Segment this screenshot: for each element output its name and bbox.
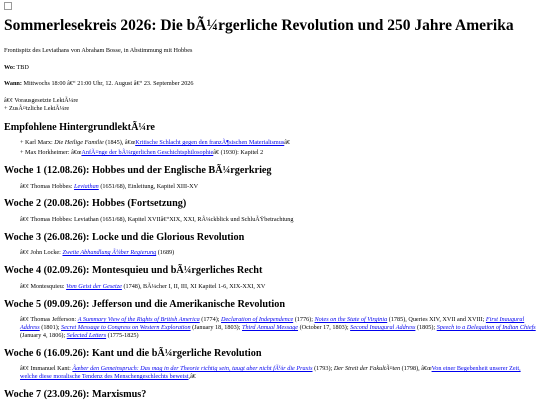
week-reading-list xyxy=(4,283,536,291)
list-item: â€¢ Montesquieu: Vom Geist der Gesetze (1748), BÃ¼cher I, II, III, XI Kapitel 1-6, XIX-XXI, XV xyxy=(20,282,266,290)
week-heading: Woche 7 (23.09.26): Marxismus? xyxy=(4,388,147,400)
page-title: Sommerlesekreis 2026: Die bÃ¼rgerliche Revolution und 250 Jahre Amerika xyxy=(4,17,514,34)
reading-link[interactable]: Secret Message to Congress on Western Exploration xyxy=(61,324,191,332)
reading-legend xyxy=(4,97,536,113)
reading-link[interactable]: Second Inaugural Address xyxy=(350,324,416,332)
reading-link[interactable]: A Summary View of the Rights of British America xyxy=(77,316,200,324)
schedule-value: Mittwochs 18:00 â€“ 21:00 Uhr, 12. August â€“ 23. September 2026 xyxy=(23,80,194,88)
schedule-label: Wann: xyxy=(4,80,22,88)
week-reading-list xyxy=(4,249,536,257)
image-caption: Frontispitz des Leviathans von Abraham Bosse, in Abstimmung mit Hobbes xyxy=(4,46,193,54)
location-line xyxy=(4,64,536,72)
legend-prerequisite: â€¢ Vorausgesetzte LektÃ¼re xyxy=(4,97,79,105)
week-reading-list xyxy=(4,365,536,381)
location-value: TBD xyxy=(16,63,29,71)
legend-additional: + ZusÃ¤tzliche LektÃ¼re xyxy=(4,104,70,112)
week-reading-list xyxy=(4,316,536,339)
reading-link[interactable]: Ãœber den Gemeinspruch: Das mag in der Theorie richtig sein, taugt aber nicht fÃ¼r die Praxis xyxy=(72,365,313,373)
week-heading: Woche 3 (26.08.26): Locke und die Glorious Revolution xyxy=(4,231,245,243)
reading-link[interactable]: Notes on the State of Virginia xyxy=(314,316,388,324)
location-label: Wo: xyxy=(4,63,15,71)
week-heading: Woche 2 (20.08.26): Hobbes (Fortsetzung) xyxy=(4,198,187,210)
reading-link[interactable]: Declaration of Independence xyxy=(221,316,294,324)
list-item: â€¢ Thomas Hobbes: Leviathan (1651/68), Einleitung, Kapitel XIII-XV xyxy=(20,182,199,190)
list-item: + Max Horkheimer: â€œAnfÃ¤nge der bÃ¼rgerlichen Geschichtsphilosophieâ€ (1930): Kapitel 2 xyxy=(20,149,264,157)
reading-link[interactable]: Speech to a Delegation of Indian Chiefs xyxy=(436,324,536,332)
reading-link[interactable]: Zweite Abhandlung Ã¼ber Regierung xyxy=(62,249,157,257)
broken-image-icon xyxy=(4,2,12,10)
list-item: â€¢ John Locke: Zweite Abhandlung Ã¼ber Regierung (1689) xyxy=(20,249,175,257)
reading-link[interactable]: Vom Geist der Gesetze xyxy=(66,282,122,290)
week-heading: Woche 4 (02.09.26): Montesquieu und bÃ¼rgerliches Recht xyxy=(4,265,263,277)
reading-link[interactable]: AnfÃ¤nge der bÃ¼rgerlichen Geschichtsphilosophie xyxy=(81,149,214,157)
list-item: + Karl Marx: Die Heilige Familie (1845), â€œKritische Schlacht gegen den franzÃ¶sischen Materialismusâ€ xyxy=(20,139,291,147)
reading-link[interactable]: Von einer Begebenheit unserer Zeit, welche diese moralische Tendenz des Menschengeschlechts beweist xyxy=(20,365,521,381)
week-reading-list xyxy=(4,216,536,224)
section-heading-background: Empfohlene HintergrundlektÃ¼re xyxy=(4,121,155,133)
list-item: â€¢ Thomas Jefferson: A Summary View of the Rights of British America (1774); Declaration of Independence (1776); Notes on the State of Virginia (1785), Queries XIV, XVII and XVIII; First Inaugural Address (1801); Secret Message to Congress on Western Exploration (January 18, 1803); Third Annual Message (October 17, 1803); Second Inaugural Address (1805); Speech to a Delegation of Indian Chiefs (January 4, 1806); Selected Letters (1775-1825) xyxy=(20,316,536,339)
week-heading: Woche 5 (09.09.26): Jefferson und die Amerikanische Revolution xyxy=(4,298,285,310)
week-heading: Woche 1 (12.08.26): Hobbes und der Englische BÃ¼rgerkrieg xyxy=(4,164,272,176)
reading-link[interactable]: Leviathan xyxy=(74,182,99,190)
week-heading: Woche 6 (16.09.26): Kant und die bÃ¼rgerliche Revolution xyxy=(4,347,262,359)
reading-link[interactable]: First Inaugural Address xyxy=(20,316,525,332)
list-item: â€¢ Immanuel Kant: Ãœber den Gemeinspruch: Das mag in der Theorie richtig sein, taugt aber nicht fÃ¼r die Praxis (1793); Der Streit der FakultÃ¤ten (1798), â€œVon einer Begebenheit unserer Zeit, welche diese moralische Tendenz des Menschengeschlechts beweist,â€ xyxy=(20,365,521,381)
week-reading-list xyxy=(4,183,536,191)
background-reading-list xyxy=(4,139,536,157)
reading-link[interactable]: Third Annual Message xyxy=(242,324,299,332)
reading-link[interactable]: Kritische Schlacht gegen den franzÃ¶sischen Materialismus xyxy=(135,139,285,147)
reading-link[interactable]: Selected Letters xyxy=(66,331,107,339)
schedule-line xyxy=(4,80,536,88)
list-item: â€¢ Thomas Hobbes: Leviathan (1651/68), Kapitel XVIIâ€“XIX, XXI, RÃ¼ckblick und SchluÃŸbetrachtung xyxy=(20,215,294,223)
